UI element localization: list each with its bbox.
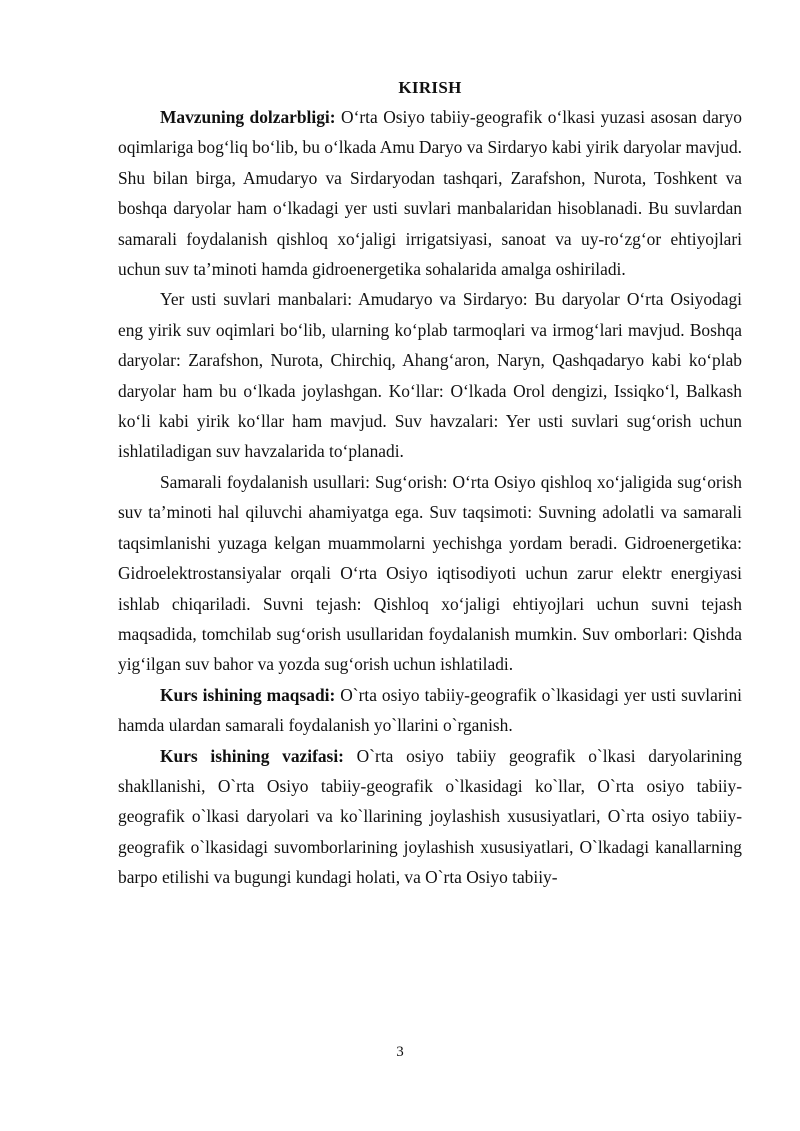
page-title: KIRISH xyxy=(398,78,462,97)
paragraph-surface-water-sources xyxy=(118,284,742,466)
page-content xyxy=(118,76,742,893)
paragraph-lead: Kurs ishining maqsadi: xyxy=(160,684,336,705)
paragraph-goal xyxy=(118,680,742,741)
paragraph-relevance xyxy=(118,102,742,284)
paragraph-text: O‘rta Osiyo tabiiy-geografik o‘lkasi yuzasi asosan daryo oqimlariga bog‘liq bo‘lib, bu o‘lkada Amu Daryo va Sirdaryo kabi yirik daryolar mavjud. Shu bilan birga, Amudaryo va Sirdaryodan tashqari, Zarafshon, Nurota, Toshkent va boshqa daryolar ham o‘lkadagi yer usti suvlari manbalaridan hisoblanadi. Bu suvlardan samarali foydalanish qishloq xo‘jaligi irrigatsiyasi, sanoat va uy-ro‘zg‘or ehtiyojlari uchun suv ta’minoti hamda gidroenergetika sohalarida amalga oshiriladi. xyxy=(118,107,742,280)
page-number: 3 xyxy=(396,1044,404,1060)
paragraph-text: O`rta osiyo tabiiy-geografik o`lkasidagi yer usti suvlarini hamda ulardan samarali foydalanish yo`llarini o`rganish. xyxy=(118,684,743,736)
paragraph-text: O`rta osiyo tabiiy geografik o`lkasi daryolarining shakllanishi, O`rta Osiyo tabiiy-geografik o`lkasidagi ko`llar, O`rta osiyo tabiiy-geografik o`lkasi daryolari va ko`llarining joylashish xususiyatlari, O`rta osiyo tabiiy-geografik o`lkasidagi suvomborlarining joylashish xususiyatlari, O`lkadagi kanallarning barpo etilishi va bugungi kundagi holati, va O`rta Osiyo tabiiy- xyxy=(118,745,742,888)
paragraph-tasks xyxy=(118,741,742,893)
paragraph-text: Yer usti suvlari manbalari: Amudaryo va Sirdaryo: Bu daryolar O‘rta Osiyodagi eng yirik suv oqimlari bo‘lib, ularning ko‘plab tarmoqlari va irmog‘lari mavjud. Boshqa daryolar: Zarafshon, Nurota, Chirchiq, Ahang‘aron, Naryn, Qashqadaryo kabi ko‘plab daryolar ham bu o‘lkada joylashgan. Ko‘llar: O‘lkada Orol dengizi, Issiqko‘l, Balkash ko‘li kabi yirik ko‘llar ham mavjud. Suv havzalari: Yer usti suvlari sug‘orish uchun ishlatiladigan suv havzalarida to‘planadi. xyxy=(118,289,742,462)
paragraph-text: Samarali foydalanish usullari: Sug‘orish: O‘rta Osiyo qishloq xo‘jaligida sug‘orish suv ta’minoti hal qiluvchi ahamiyatga ega. Suv taqsimoti: Suvning adolatli va samarali taqsimlanishi yuzaga kelgan muammolarni yechishga yordam beradi. Gidroenergetika: Gidroelektrostansiyalar orqali O‘rta Osiyo iqtisodiyoti uchun zarur elektr energiyasi ishlab chiqariladi. Suvni tejash: Qishloq xo‘jaligi ehtiyojlari uchun suvni tejash maqsadida, tomchilab sug‘orish usullaridan foydalanish mumkin. Suv omborlari: Qishda yig‘ilgan suv bahor va yozda sug‘orish uchun ishlatiladi. xyxy=(118,471,742,675)
paragraph-efficient-use xyxy=(118,467,742,680)
paragraph-lead: Mavzuning dolzarbligi: xyxy=(160,107,336,127)
paragraph-lead: Kurs ishining vazifasi: xyxy=(160,745,344,766)
